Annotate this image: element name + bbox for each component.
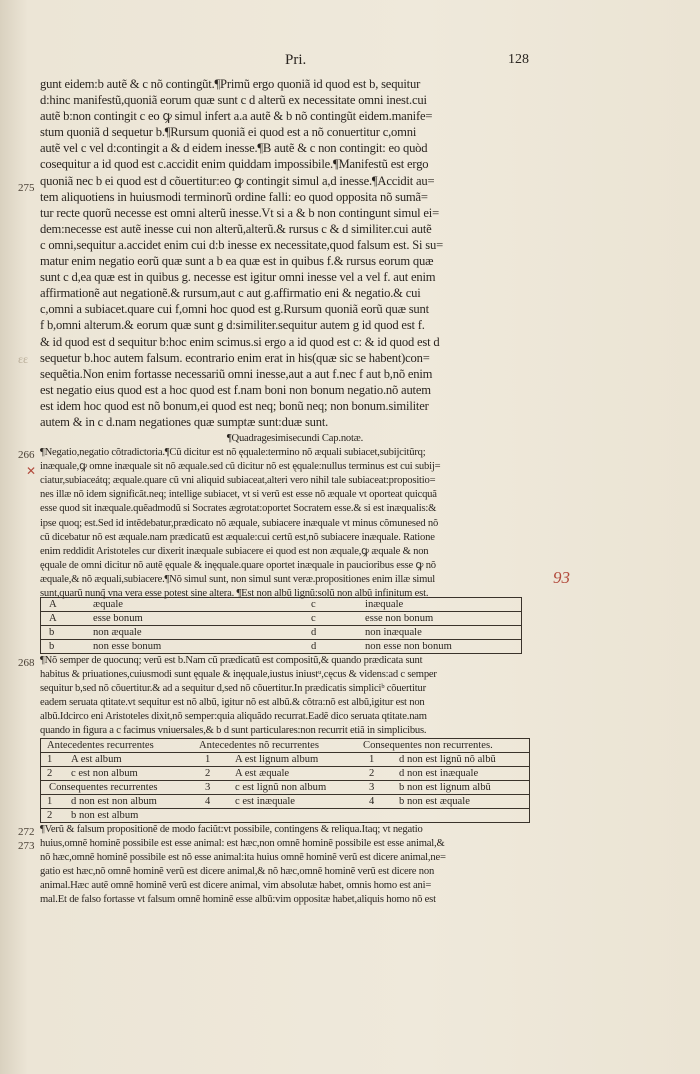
table-cell: non æquale xyxy=(93,627,142,638)
folio-number: 128 xyxy=(508,52,529,67)
table-cell: 4 xyxy=(205,796,211,807)
table-subheader-cell: Consequentes recurrentes xyxy=(49,782,158,793)
table-cell: A xyxy=(49,613,57,624)
table-terms xyxy=(40,597,522,654)
text-line: ¶Nõ semper de quocunq; verũ est b.Nam cũ prædicatũ est compositũ,& quando prædicata sunt xyxy=(40,655,423,666)
text-line: albũ.Idcirco eni Aristoteles dixit,nõ semper:quia aliquãdo recurrat.Eadẽ dico seruata qtitate.nam xyxy=(40,711,427,723)
text-line: eadem seruata qtitate.vt sequitur est nõ albũ, igitur nõ est albũ.& cõtra:nõ est albũ,igitur est non xyxy=(40,697,425,709)
text-line: ¶Negatio,negatio cõtradictoria.¶Cũ dicitur est nõ ęquale:termino nõ æquali subiacet,subijcitũrq; xyxy=(40,447,426,459)
text-line: autẽ vel c vel d:contingit a & d eidem inesse.¶B autẽ & c non contingit: eo quòd xyxy=(40,141,428,156)
text-line: dem:necesse est autẽ inesse cui non alterũ,alterũ.& rursus c & d similiter.cui autẽ xyxy=(40,221,432,236)
text-line: ciatur,subiaceátq; æquale.quare cũ vni aliquid subiaceat,alteri vero nihil tale subiaceat:propositio= xyxy=(40,475,436,487)
text-line: affirmationẽ aut negationẽ.& rursum,aut c aut g.affirmatio eni & negatio.& cui xyxy=(40,286,421,301)
text-line: nõ hæc,omnẽ hominẽ possibile est nõ esse animal:ita huius omnẽ hominẽ verũ est dicere animal,ne= xyxy=(40,852,446,864)
margin-pen-mark: ✕ xyxy=(26,464,37,478)
text-line: sequitur b,sed nõ cõuertitur.& ad a sequitur d,sed nõ cõuertitur.In prædicatis simpliciᵇ cõuertitur xyxy=(40,683,426,695)
commentary-block-1 xyxy=(40,432,550,601)
text-line: nes illæ nõ idem significãt.neq; intellige subiacet, vt si verũ est esse nõ æquale vt oporteat quicquã xyxy=(40,489,437,501)
text-line: ipse quoq; est.Sed id intẽdebatur,prædicato nõ æquale, subiacere inæquale vt minus cõmunesed nõ xyxy=(40,517,439,529)
table-row xyxy=(41,753,529,767)
table-cell: b non est æquale xyxy=(399,796,470,807)
text-line: sequẽtia.Non enim fortasse necessariũ omni inesse,aut a aut f.nec f aut b,nõ enim xyxy=(40,366,433,381)
table-row xyxy=(41,781,529,795)
text-line: f b,omni alterum.& eorum quæ sunt g d:similiter.sequitur autem g id quod est f. xyxy=(40,318,425,333)
table-cell: esse non bonum xyxy=(365,613,434,624)
text-line: sunt,quarũ nunq̃ vna vera esse potest sine altera. ¶Est non albũ lignũ:solũ non albũ infinitum est. xyxy=(40,588,429,600)
text-line: cosequitur a id quod est c.accidit enim quiddam impossibile.¶Manifestũ est ergo xyxy=(40,157,429,172)
text-line: sequetur b.hoc autem falsum. econtrario enim erat in his(quæ sic se habent)con= xyxy=(40,350,430,365)
table-cell: 1 xyxy=(369,754,375,765)
text-line: huius,omnẽ hominẽ possibile est esse animal: est hæc,non omnẽ hominẽ possibile est esse animal,& xyxy=(40,838,445,850)
margin-number-272: 272 xyxy=(18,826,35,838)
handwritten-note: 93 xyxy=(553,568,570,587)
table-cell: æquale xyxy=(93,599,124,610)
text-line: gatio est hæc,nõ omnẽ hominẽ verũ est dicere animal,& nõ hæc,omnẽ hominẽ verũ est dicere non xyxy=(40,866,435,878)
text-line: cũ dicebatur nõ est æquale.nam prædicatũ est æquale:cui certũ est,nõ subiacere inæquale. Ratione xyxy=(40,531,435,543)
text-line: c,omni a subiacet.quare cui f,omni hoc quod est g.Rursum quoniã eorũ quæ sunt xyxy=(40,302,429,317)
text-line: enim reddidit Aristoteles cur dixerit inæquale subiacere ei quod est non æquale,ꝙ æquale & non xyxy=(40,545,429,557)
chapter-caption: ¶Quadragesimisecundi Cap.notæ. xyxy=(226,433,364,444)
table-recurrence xyxy=(40,738,530,823)
table-cell: A est æquale xyxy=(235,768,290,779)
text-line: tur recte quorũ necesse est omni alterũ inesse.Vt si a & b non contingunt simul ei= xyxy=(40,205,440,220)
page-header xyxy=(0,50,700,72)
text-line: d:hinc manifestũ,quoniã eorum quæ sunt c d alterũ ex necessitate omni inest.cui xyxy=(40,93,427,108)
text-line: sunt c d,ea quæ est in quibus g. necesse est igitur omni inesse vel a vel f. aut enim xyxy=(40,270,436,285)
table-cell: c est non album xyxy=(71,768,138,779)
table-cell: d non est non album xyxy=(71,796,157,807)
table-cell: esse bonum xyxy=(93,613,143,624)
table-cell: 1 xyxy=(205,754,211,765)
table-cell: A est album xyxy=(71,754,122,765)
table-cell: 2 xyxy=(47,810,53,821)
table-cell: c xyxy=(311,599,316,610)
table-cell: d xyxy=(311,641,317,652)
margin-number-275: 275 xyxy=(18,182,35,194)
table-row xyxy=(41,767,529,781)
table-row xyxy=(41,626,521,640)
table-cell: c xyxy=(311,613,316,624)
table-cell: inæquale xyxy=(365,599,404,610)
table-cell: A est lignum album xyxy=(235,754,319,765)
text-line: autem & in c d.nam negationes quæ sumptæ sunt:duæ sunt. xyxy=(40,414,329,429)
commentary-block-2 xyxy=(40,654,550,739)
table-header-cell: Antecedentes nõ recurrentes xyxy=(199,740,320,751)
table-row xyxy=(41,795,529,809)
text-line: mal.Et de falso fortasse vt falsum omnẽ hominẽ esse albũ:vim oppositæ habet,aliquis homo nõ est xyxy=(40,894,436,906)
table-row xyxy=(41,598,521,612)
table-cell: 2 xyxy=(205,768,211,779)
text-line: æquale,& nõ æquali,subiacere.¶Nõ simul sunt, non simul sunt veræ.propositiones enim illæ simul xyxy=(40,573,436,585)
table-cell: 1 xyxy=(47,754,53,765)
table-header-row xyxy=(41,739,529,753)
text-line: animal.Hæc autẽ omnẽ hominẽ verũ est dicere animal, vim absolutæ habet, omnis homo est ani= xyxy=(40,880,432,892)
text-line: ęquale de omni dicitur nõ autẽ ęquale & inęquale.quare oportet inæquale in paucioribus esse ꝙ nõ xyxy=(40,559,436,571)
text-line: inæquale,ꝙ omne inæquale sit nõ æquale.sed cũ dicitur nõ est ęquale:nullus terminus est cui subij= xyxy=(40,461,441,473)
table-cell: d xyxy=(311,627,317,638)
table-cell: non esse non bonum xyxy=(365,641,452,652)
main-text-block xyxy=(40,76,550,430)
text-line: quando in figura a c facimus vniuersales,& b d sunt particulares:non recurrit etiã in simplicibus. xyxy=(40,725,427,737)
text-line: habitus & priuationes,cuiusmodi sunt ęquale & inęquale,iustus iniustᵘ,cęcus & videns:ad c semper xyxy=(40,669,437,681)
text-line: matur enim negatio eorũ quæ sunt a b ea quæ est in quibus f.& rursus eorum quæ xyxy=(40,254,434,269)
text-line: quoniã nec b ei quod est d cõuertitur:eo ꝙ contingit simul a,d inesse.¶Accidit au= xyxy=(40,173,435,188)
table-cell: 4 xyxy=(369,796,375,807)
table-cell: b xyxy=(49,627,55,638)
commentary-block-3 xyxy=(40,823,550,908)
table-cell: d non est lignũ nõ albũ xyxy=(399,754,496,765)
text-line: gunt eidem:b autẽ & c nõ contingũt.¶Primũ ergo quoniã id quod est b, sequitur xyxy=(40,77,421,91)
text-line: esse quod sit inæquale.quẽadmodũ si Socrates ægrotat:oportet Socratem esse.& si est inæqualis:& xyxy=(40,503,437,515)
table-cell: 3 xyxy=(369,782,375,793)
table-cell: 2 xyxy=(369,768,375,779)
text-line: autẽ b:non contingit c eo ꝙ simul infert a.a autẽ & b nõ contingũt eidem.manife= xyxy=(40,109,433,124)
table-cell: b non est lignum albũ xyxy=(399,782,491,793)
text-line: stum quoniã d sequetur b.¶Rursum quoniã ei quod est a nõ conuertitur c,omni xyxy=(40,125,417,140)
table-cell: non esse bonum xyxy=(93,641,162,652)
table-row xyxy=(41,809,529,822)
running-head: Pri. xyxy=(285,52,307,68)
table-cell: b xyxy=(49,641,55,652)
table-cell: d non est inæquale xyxy=(399,768,479,779)
table-cell: non inæquale xyxy=(365,627,422,638)
text-line: tem aliquotiens in huiusmodi terminorũ ordine falli: eo quod opposita nõ sumã= xyxy=(40,189,428,204)
table-header-cell: Antecedentes recurrentes xyxy=(47,740,154,751)
table-header-cell: Consequentes non recurrentes. xyxy=(363,740,493,751)
table-cell: 2 xyxy=(47,768,53,779)
margin-number-273: 273 xyxy=(18,840,35,852)
table-cell: c est inæquale xyxy=(235,796,296,807)
text-line: & id quod est d sequitur b:hoc enim scimus.si ergo a id quod est c: & id quod est d xyxy=(40,334,440,349)
table-cell: 3 xyxy=(205,782,211,793)
margin-number-268: 268 xyxy=(18,657,35,669)
table-cell: b non est album xyxy=(71,810,139,821)
table-cell: c est lignũ non album xyxy=(235,782,327,793)
table-row xyxy=(41,640,521,653)
table-row xyxy=(41,612,521,626)
text-line: est negatio eius quod est a hoc quod est f.nam boni non bonum negatio.nõ autem xyxy=(40,382,431,397)
text-line: est idem hoc quod est nõ bonum,ei quod est neq; bonũ neq; non bonum.similiter xyxy=(40,398,429,413)
table-cell: A xyxy=(49,599,57,610)
text-line: ¶Verũ & falsum propositionẽ de modo faciũt:vt possibile, contingens & reliqua.Itaq; vt negatio xyxy=(40,824,423,835)
text-line: c omni,sequitur a.accidet enim cui d:b inesse ex necessitate,quod falsum est. Si su= xyxy=(40,237,443,252)
table-cell: 1 xyxy=(47,796,53,807)
margin-number-266: 266 xyxy=(18,449,35,461)
faded-margin-mark: ɛɛ xyxy=(18,352,29,366)
